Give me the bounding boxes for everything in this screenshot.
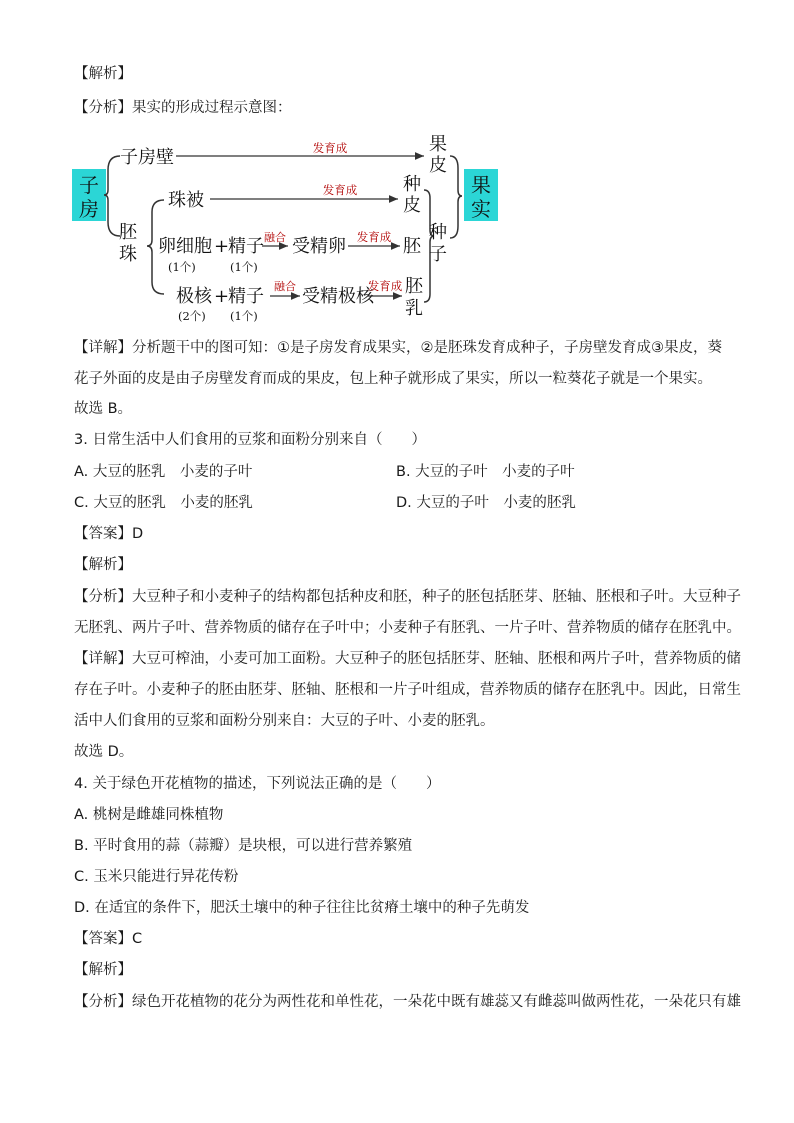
ovary-label-hidden: 子房 <box>72 130 74 131</box>
egg-cell-label: 卵细胞 <box>158 236 212 257</box>
q4-answer: 【答案】C <box>74 931 143 947</box>
q4-option-b: B. 平时食用的蒜（蒜瓣）是块根，可以进行营养繁殖 <box>74 838 413 854</box>
q4-option-a: A. 桃树是雌雄同株植物 <box>74 807 224 823</box>
q3-analysis-line-2: 无胚乳、两片子叶、营养物质的储存在子叶中；小麦种子有胚乳、一片子叶、营养物质的储存在胚乳中。 <box>74 620 741 636</box>
pericarp-label-2: 皮 <box>429 155 447 176</box>
q4-option-c: C. 玉米只能进行异花传粉 <box>74 869 239 885</box>
egg-cell-count: (1个) <box>168 260 196 274</box>
q3-detail-line-2: 存在子叶。小麦种子的胚由胚芽、胚轴、胚根和一片子叶组成，营养物质的储存在胚乳中。因此，日常生 <box>74 682 741 698</box>
q3-detail-line-3: 活中人们食用的豆浆和面粉分别来自：大豆的子叶、小麦的胚乳。 <box>74 713 495 729</box>
develop-label-2: 发育成 <box>322 183 358 197</box>
q3-stem: 3. 日常生活中人们食用的豆浆和面粉分别来自（ ） <box>74 432 426 448</box>
ovary-label-2: 房 <box>79 197 99 221</box>
develop-label-4: 发育成 <box>367 279 403 293</box>
ovule-label-2: 珠 <box>119 244 137 265</box>
q4-stem: 4. 关于绿色开花植物的描述，下列说法正确的是（ ） <box>74 776 441 792</box>
q3-option-a: A. 大豆的胚乳 小麦的子叶 <box>74 464 253 480</box>
sperm-count-1: (1个) <box>230 260 258 274</box>
q3-analysis-heading: 【解析】 <box>74 557 132 573</box>
endosperm-label-2: 乳 <box>405 298 423 319</box>
polar-nuclei-count: (2个) <box>178 309 206 323</box>
fruit-bracket <box>450 156 462 238</box>
embryo-label: 胚 <box>403 236 421 257</box>
choice-1: 故选 B。 <box>74 401 133 417</box>
q3-option-c: C. 大豆的胚乳 小麦的胚乳 <box>74 495 253 511</box>
develop-label-1: 发育成 <box>312 141 348 155</box>
seed-label-1: 种 <box>429 222 447 243</box>
fertilized-polar-label: 受精极核 <box>302 286 374 307</box>
q3-choice: 故选 D。 <box>74 744 134 760</box>
ovule-label-1: 胚 <box>119 222 137 243</box>
detail-1-line-1: 【详解】分析题干中的图可知：①是子房发育成果实，②是胚珠发育成种子，子房壁发育成③果皮，葵 <box>74 340 722 356</box>
fruit-label-2: 实 <box>471 197 491 221</box>
q4-analysis-heading: 【解析】 <box>74 962 132 978</box>
integument-label: 珠被 <box>168 190 204 211</box>
pericarp-label-1: 果 <box>429 134 447 155</box>
sperm-count-2: (1个) <box>230 309 258 323</box>
main-bracket <box>104 156 120 236</box>
zygote-label: 受精卵 <box>292 236 346 257</box>
seed-coat-label-2: 皮 <box>403 195 421 216</box>
analysis-heading: 【解析】 <box>74 66 132 82</box>
seed-label-2: 子 <box>429 244 447 265</box>
q3-analysis-line-1: 【分析】大豆种子和小麦种子的结构都包括种皮和胚，种子的胚包括胚芽、胚轴、胚根和子叶。大豆种子 <box>74 589 741 605</box>
ovary-label-1: 子 <box>79 173 99 197</box>
polar-nuclei-label: 极核 <box>176 286 212 307</box>
q3-option-b: B. 大豆的子叶 小麦的子叶 <box>396 464 575 480</box>
analysis-intro: 【分析】果实的形成过程示意图： <box>74 100 292 116</box>
q3-answer: 【答案】D <box>74 526 144 542</box>
q4-analysis-line-1: 【分析】绿色开花植物的花分为两性花和单性花，一朵花中既有雄蕊又有雌蕊叫做两性花，一朵花只有雄 <box>74 994 741 1010</box>
develop-label-3: 发育成 <box>356 230 392 244</box>
fruit-label-1: 果 <box>471 173 491 197</box>
fertilize-label-2: 融合 <box>274 280 296 293</box>
detail-1-line-2: 花子外面的皮是由子房壁发育而成的果皮，包上种子就形成了果实，所以一粒葵花子就是一个果实。 <box>74 371 712 387</box>
fertilize-label-1: 融合 <box>264 231 286 244</box>
endosperm-label-1: 胚 <box>405 276 423 297</box>
plus-2: + <box>214 286 230 307</box>
fruit-formation-diagram <box>72 130 512 325</box>
q4-option-d: D. 在适宜的条件下，肥沃土壤中的种子往往比贫瘠土壤中的种子先萌发 <box>74 900 530 916</box>
ovary-wall-label: 子房壁 <box>120 147 174 168</box>
q3-detail-line-1: 【详解】大豆可榨油，小麦可加工面粉。大豆种子的胚包括胚芽、胚轴、胚根和两片子叶，营养物质的储 <box>74 651 741 667</box>
plus-1: + <box>214 236 230 257</box>
q3-option-d: D. 大豆的子叶 小麦的胚乳 <box>396 495 576 511</box>
sperm-label-1: 精子 <box>228 236 264 257</box>
seed-coat-label-1: 种 <box>403 174 421 195</box>
sperm-label-2: 精子 <box>228 286 264 307</box>
